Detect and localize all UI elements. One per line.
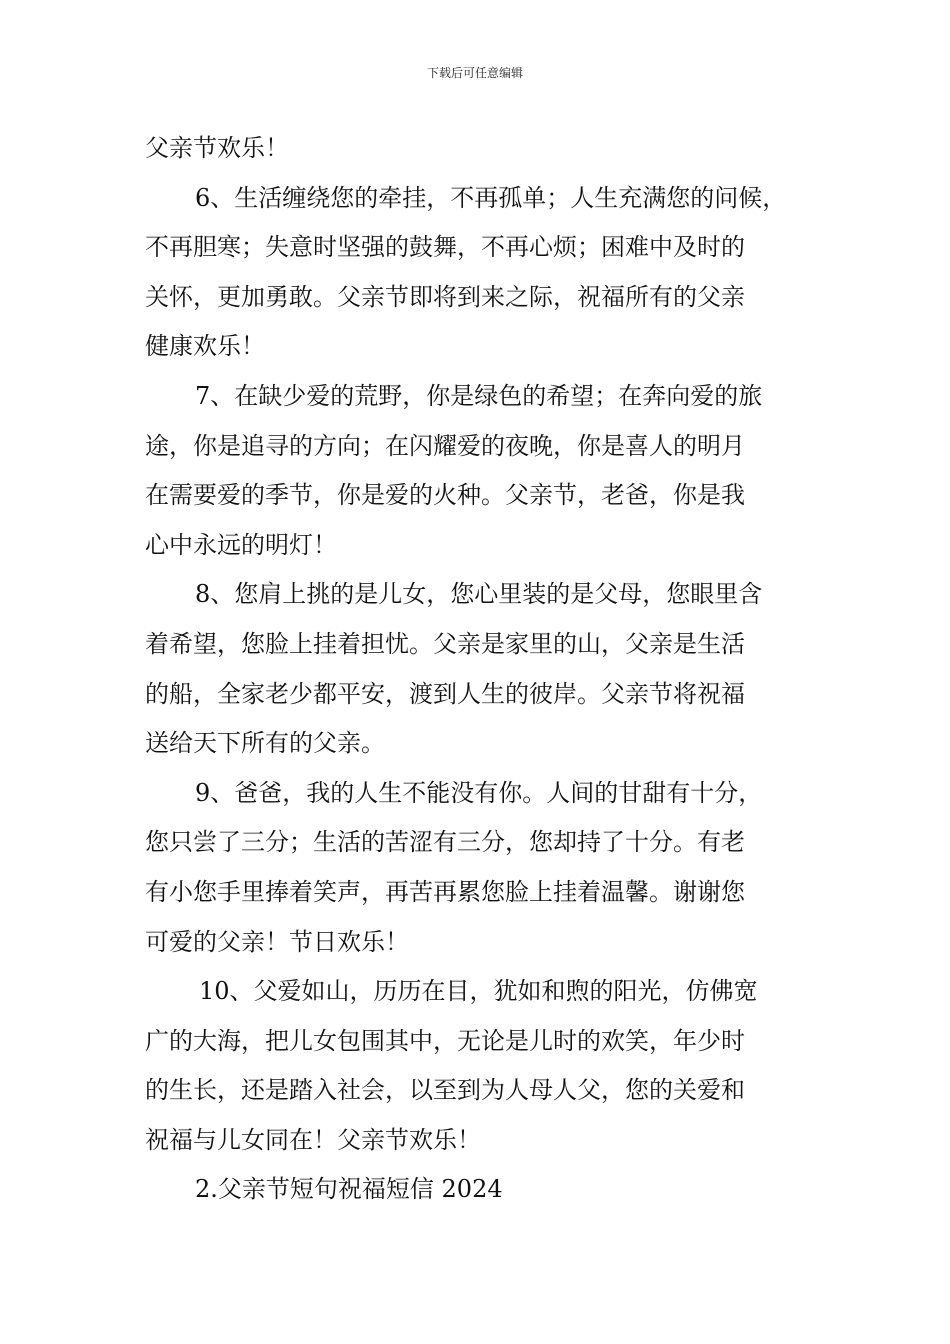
paragraph-line: 关怀，更加勇敢。父亲节即将到来之际，祝福所有的父亲 xyxy=(145,282,745,311)
paragraph-line: 着希望，您脸上挂着担忧。父亲是家里的山，父亲是生活 xyxy=(145,629,745,658)
paragraph-line: 心中永远的明灯！ xyxy=(145,530,337,559)
paragraph-line: 10、父爱如山，历历在目，犹如和煦的阳光，仿佛宽 xyxy=(199,977,758,1006)
paragraph-line: 9、爸爸，我的人生不能没有你。人间的甘甜有十分， xyxy=(195,778,763,807)
paragraph-line: 7、在缺少爱的荒野，你是绿色的希望；在奔向爱的旅 xyxy=(195,381,763,410)
paragraph-line: 的船，全家老少都平安，渡到人生的彼岸。父亲节将祝福 xyxy=(145,679,745,708)
paragraph-line: 祝福与儿女同在！父亲节欢乐！ xyxy=(145,1125,481,1154)
document-body xyxy=(145,124,810,1215)
paragraph-line: 父亲节欢乐！ xyxy=(145,134,289,162)
page-header-note: 下载后可任意编辑 xyxy=(426,66,523,80)
paragraph-line: 有小您手里捧着笑声，再苦再累您脸上挂着温馨。谢谢您 xyxy=(145,877,745,906)
paragraph-line: 健康欢乐！ xyxy=(145,332,265,361)
paragraph-line: 的生长，还是踏入社会，以至到为人母人父，您的关爱和 xyxy=(145,1076,745,1105)
paragraph-line: 在需要爱的季节，你是爱的火种。父亲节，老爸，你是我 xyxy=(145,481,745,510)
section-heading: 2.父亲节短句祝福短信 2024 xyxy=(195,1175,503,1204)
paragraph-line: 不再胆寒；失意时坚强的鼓舞，不再心烦；困难中及时的 xyxy=(145,233,745,262)
paragraph-line: 送给天下所有的父亲。 xyxy=(145,729,385,758)
paragraph-line: 8、您肩上挑的是儿女，您心里装的是父母，您眼里含 xyxy=(195,580,763,609)
paragraph-line: 可爱的父亲！节日欢乐！ xyxy=(145,927,409,956)
paragraph-line: 广的大海，把儿女包围其中，无论是儿时的欢笑，年少时 xyxy=(145,1026,745,1055)
paragraph-line: 6、生活缠绕您的牵挂，不再孤单；人生充满您的问候， xyxy=(195,183,787,212)
paragraph-line: 途，你是追寻的方向；在闪耀爱的夜晚，你是喜人的明月 xyxy=(145,431,745,460)
paragraph-line: 您只尝了三分；生活的苦涩有三分，您却持了十分。有老 xyxy=(145,828,745,857)
